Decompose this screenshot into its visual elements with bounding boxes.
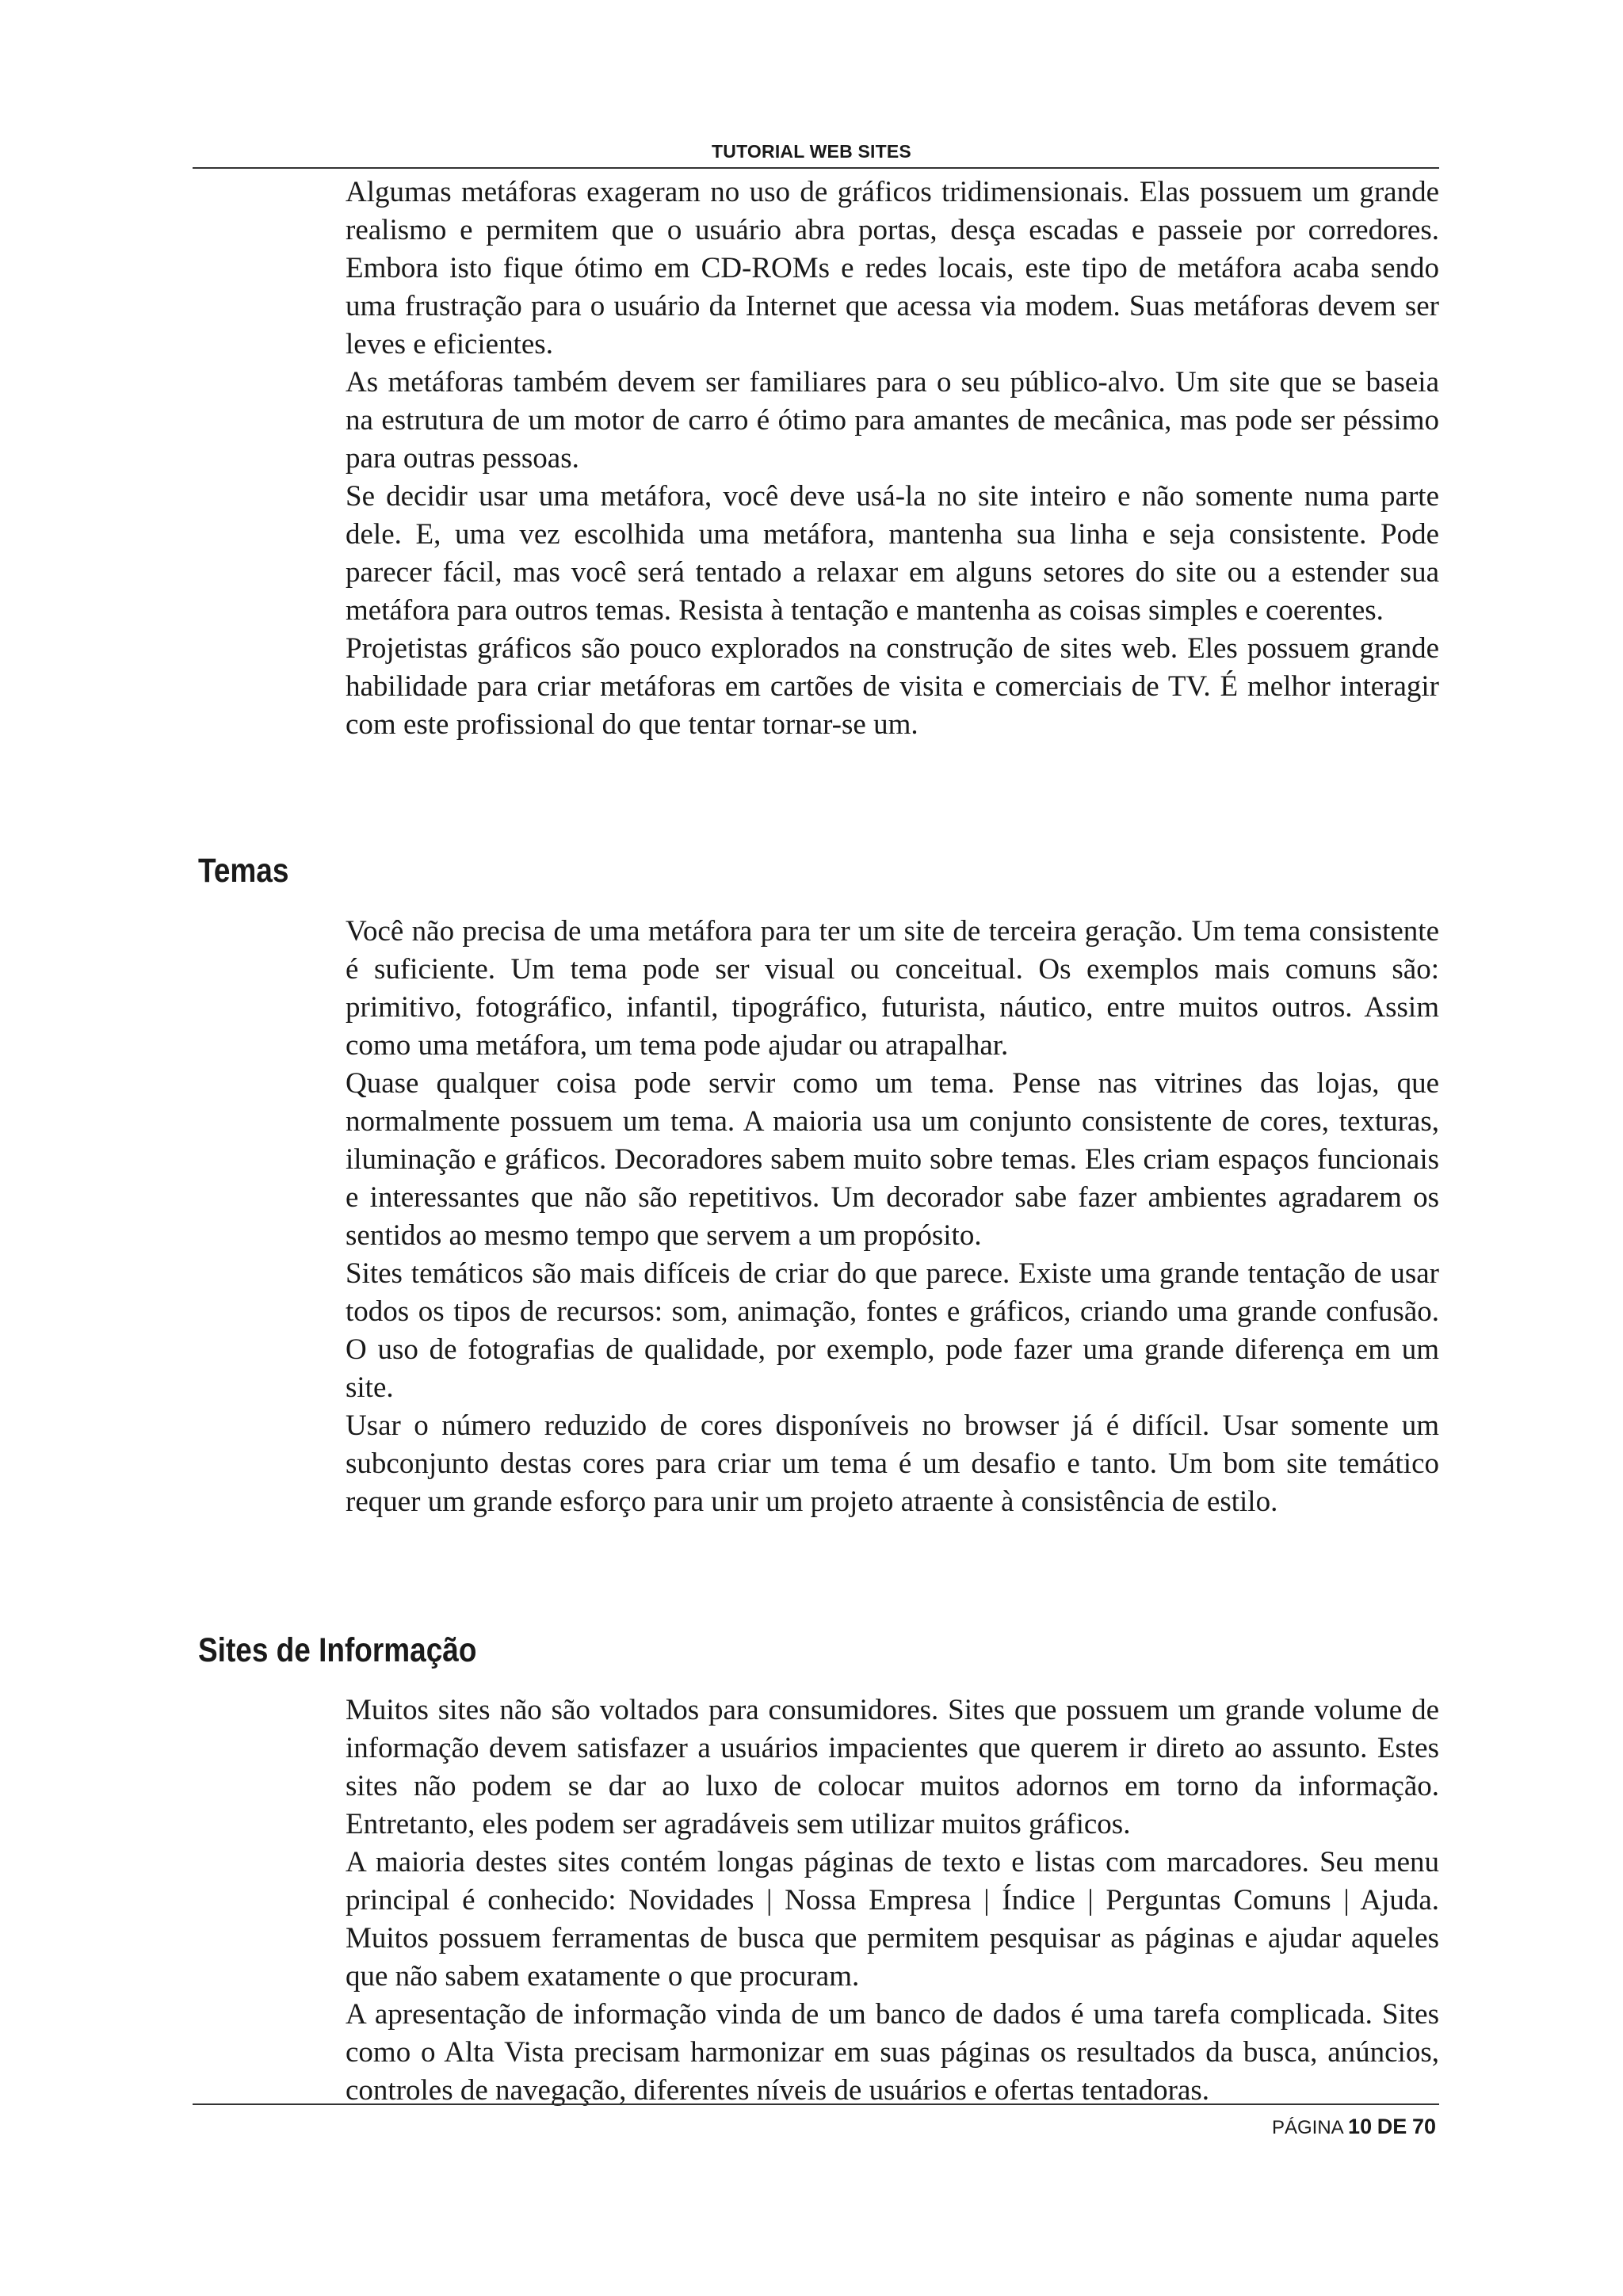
paragraph: Projetistas gráficos são pouco explorados na construção de sites web. Eles possuem grande habilidade para criar metáforas em cartões de visita e comerciais de TV. É melhor interagir com este profissional do que tentar tornar-se um. [346,632,1439,741]
section-title-sites-de-informacao: Sites de Informação [198,1631,477,1669]
footer-rule [193,2103,1439,2105]
intro-text [346,174,1439,744]
section-body-sites-de-informacao [346,1691,1439,2110]
paragraph: A maioria destes sites contém longas páginas de texto e listas com marcadores. Seu menu principal é conhecido: Novidades | Nossa Empresa | Índice | Perguntas Comuns | Ajuda. Muitos possuem ferramentas de busca que permitem pesquisar as páginas e ajudar aqueles que não sabem exatamente o que procuram. [346,1846,1439,1993]
running-header: TUTORIAL WEB SITES [712,141,911,162]
paragraph: As metáforas também devem ser familiares para o seu público-alvo. Um site que se baseia na estrutura de um motor de carro é ótimo para amantes de mecânica, mas pode ser péssimo para outras pessoas. [346,366,1439,475]
page-number [1272,2115,1436,2139]
page-label: PÁGINA [1272,2117,1343,2138]
paragraph: Muitos sites não são voltados para consumidores. Sites que possuem um grande volume de informação devem satisfazer a usuários impacientes que querem ir direto ao assunto. Estes sites não podem se dar ao luxo de colocar muitos adornos em torno da informação. Entretanto, eles podem ser agradáveis sem utilizar muitos gráficos. [346,1694,1439,1840]
section-body-temas [346,913,1439,1521]
paragraph: Sites temáticos são mais difíceis de criar do que parece. Existe uma grande tentação de usar todos os tipos de recursos: som, animação, fontes e gráficos, criando uma grande confusão. O uso de fotografias de qualidade, por exemplo, pode fazer uma grande diferença em um site. [346,1257,1439,1404]
header-rule [193,167,1439,169]
paragraph: Algumas metáforas exageram no uso de gráficos tridimensionais. Elas possuem um grande realismo e permitem que o usuário abra portas, desça escadas e passeie por corredores. Embora isto fique ótimo em CD-ROMs e redes locais, este tipo de metáfora acaba sendo uma frustração para o usuário da Internet que acessa via modem. Suas metáforas devem ser leves e eficientes. [346,176,1439,360]
paragraph: A apresentação de informação vinda de um banco de dados é uma tarefa complicada. Sites como o Alta Vista precisam harmonizar em suas páginas os resultados da busca, anúncios, controles de navegação, diferentes níveis de usuários e ofertas tentadoras. [346,1998,1439,2107]
section-title-temas: Temas [198,852,289,890]
paragraph: Usar o número reduzido de cores disponíveis no browser já é difícil. Usar somente um subconjunto destas cores para criar um tema é um desafio e tanto. Um bom site temático requer um grande esforço para unir um projeto atraente à consistência de estilo. [346,1409,1439,1518]
page-current: 10 [1348,2115,1373,2138]
page-total: 70 [1411,2115,1436,2138]
paragraph: Quase qualquer coisa pode servir como um tema. Pense nas vitrines das lojas, que normalmente possuem um tema. A maioria usa um conjunto consistente de cores, texturas, iluminação e gráficos. Decoradores sabem muito sobre temas. Eles criam espaços funcionais e interessantes que não são repetitivos. Um decorador sabe fazer ambientes agradarem os sentidos ao mesmo tempo que servem a um propósito. [346,1067,1439,1252]
paragraph: Você não precisa de uma metáfora para ter um site de terceira geração. Um tema consistente é suficiente. Um tema pode ser visual ou conceitual. Os exemplos mais comuns são: primitivo, fotográfico, infantil, tipográfico, futurista, náutico, entre muitos outros. Assim como uma metáfora, um tema pode ajudar ou atrapalhar. [346,915,1439,1062]
page-separator: DE [1377,2115,1407,2138]
paragraph: Se decidir usar uma metáfora, você deve usá-la no site inteiro e não somente numa parte dele. E, uma vez escolhida uma metáfora, mantenha sua linha e seja consistente. Pode parecer fácil, mas você será tentado a relaxar em alguns setores do site ou a estender sua metáfora para outros temas. Resista à tentação e mantenha as coisas simples e coerentes. [346,480,1439,627]
